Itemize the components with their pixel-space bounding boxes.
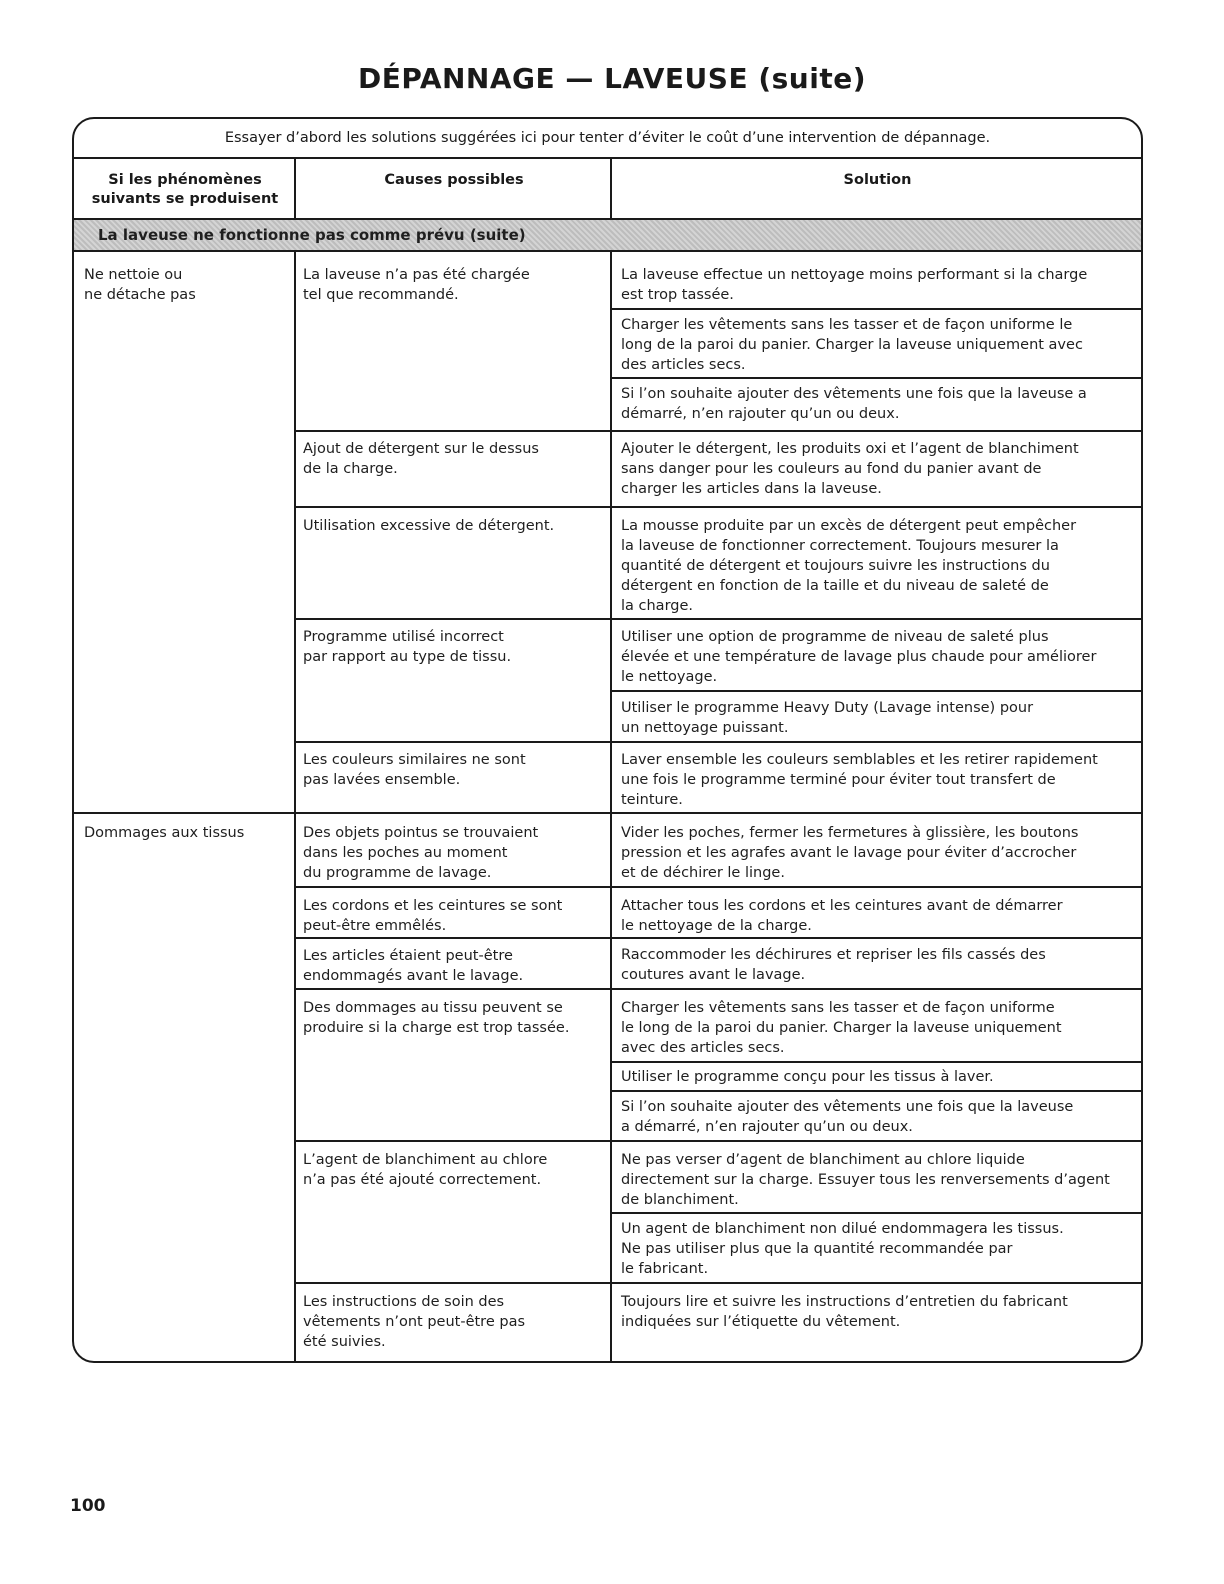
solution-cell: Ne pas verser d’agent de blanchiment au chlore liquide directement sur la charge. Essuyer tous les renversements d’agent de blanchiment. — [621, 1152, 1110, 1208]
sub-row-divider — [612, 1090, 1143, 1092]
page-number: 100 — [70, 1496, 106, 1516]
cause-cell: Utilisation excessive de détergent. — [303, 518, 555, 534]
cause-cell: La laveuse n’a pas été chargée tel que recommandé. — [303, 267, 530, 303]
cause-cell: Les articles étaient peut-être endommagés avant le lavage. — [303, 948, 524, 984]
solution-cell: Attacher tous les cordons et les ceintures avant de démarrer le nettoyage de la charge. — [621, 898, 1063, 934]
solution-cell: Si l’on souhaite ajouter des vêtements une fois que la laveuse a démarré, n’en rajouter qu’un ou deux. — [621, 386, 1087, 422]
row-divider — [296, 1140, 1143, 1142]
header-cause: Causes possibles — [384, 172, 524, 188]
row-divider — [296, 812, 1143, 814]
column-divider — [294, 252, 296, 1363]
cause-cell: Les couleurs similaires ne sont pas lavées ensemble. — [303, 752, 526, 788]
solution-cell: Charger les vêtements sans les tasser et de façon uniforme le long de la paroi du panier. Charger la laveuse uniquement avec des articles secs. — [621, 1000, 1062, 1056]
intro-text: Essayer d’abord les solutions suggérées ici pour tenter d’éviter le coût d’une intervention de dépannage. — [74, 119, 1141, 159]
header-solution: Solution — [843, 172, 912, 188]
cause-cell: Les instructions de soin des vêtements n’ont peut-être pas été suivies. — [303, 1294, 526, 1350]
row-divider — [296, 937, 1143, 939]
section-band — [74, 218, 1141, 252]
solution-cell: Utiliser le programme Heavy Duty (Lavage intense) pour un nettoyage puissant. — [621, 700, 1034, 736]
column-divider — [294, 159, 296, 218]
cause-cell: Ajout de détergent sur le dessus de la charge. — [303, 441, 539, 477]
solution-cell: Un agent de blanchiment non dilué endommagera les tissus. Ne pas utiliser plus que la quantité recommandée par le fabricant. — [621, 1221, 1064, 1277]
page-title: DÉPANNAGE — LAVEUSE (suite) — [358, 62, 866, 95]
cause-cell: Des objets pointus se trouvaient dans les poches au moment du programme de lavage. — [303, 825, 539, 881]
solution-cell: Charger les vêtements sans les tasser et de façon uniforme le long de la paroi du panier. Charger la laveuse uniquement avec des articles secs. — [621, 317, 1083, 373]
row-divider — [296, 741, 1143, 743]
symptom-cell: Ne nettoie ou ne détache pas — [84, 267, 196, 303]
solution-cell: Vider les poches, fermer les fermetures à glissière, les boutons pression et les agrafes avant le lavage pour éviter d’accrocher et de déchirer le linge. — [621, 825, 1079, 881]
row-divider — [296, 430, 1143, 432]
sub-row-divider — [612, 690, 1143, 692]
symptom-cell: Dommages aux tissus — [84, 825, 245, 841]
cause-cell: Les cordons et les ceintures se sont peut-être emmêlés. — [303, 898, 563, 934]
row-divider — [74, 812, 296, 814]
header-symptom: Si les phénomènes suivants se produisent — [91, 172, 279, 207]
cause-cell: Des dommages au tissu peuvent se produire si la charge est trop tassée. — [303, 1000, 570, 1036]
cause-cell: Programme utilisé incorrect par rapport au type de tissu. — [303, 629, 512, 665]
section-title: La laveuse ne fonctionne pas comme prévu (suite) — [98, 226, 526, 244]
row-divider — [296, 506, 1143, 508]
solution-cell: Utiliser une option de programme de niveau de saleté plus élevée et une température de lavage plus chaude pour améliorer le nettoyage. — [621, 629, 1097, 685]
column-divider — [610, 252, 612, 1363]
sub-row-divider — [612, 377, 1143, 379]
solution-cell: Raccommoder les déchirures et repriser les fils cassés des coutures avant le lavage. — [621, 947, 1046, 983]
sub-row-divider — [612, 1061, 1143, 1063]
row-divider — [296, 618, 1143, 620]
solution-cell: Ajouter le détergent, les produits oxi et l’agent de blanchiment sans danger pour les couleurs au fond du panier avant de charger les articles dans la laveuse. — [621, 441, 1079, 497]
sub-row-divider — [612, 308, 1143, 310]
troubleshooting-table — [72, 117, 1143, 1363]
row-divider — [296, 1282, 1143, 1284]
solution-cell: La laveuse effectue un nettoyage moins performant si la charge est trop tassée. — [621, 267, 1088, 303]
solution-cell: La mousse produite par un excès de détergent peut empêcher la laveuse de fonctionner correctement. Toujours mesurer la quantité de détergent et toujours suivre les instructions du détergent en fonction de la taille et du niveau de saleté de la charge. — [621, 518, 1077, 614]
row-divider — [296, 886, 1143, 888]
cause-cell: L’agent de blanchiment au chlore n’a pas été ajouté correctement. — [303, 1152, 548, 1188]
row-divider — [296, 988, 1143, 990]
solution-cell: Si l’on souhaite ajouter des vêtements une fois que la laveuse a démarré, n’en rajouter qu’un ou deux. — [621, 1099, 1074, 1135]
solution-cell: Utiliser le programme conçu pour les tissus à laver. — [621, 1069, 994, 1085]
solution-cell: Laver ensemble les couleurs semblables et les retirer rapidement une fois le programme terminé pour éviter tout transfert de teinture. — [621, 752, 1098, 808]
solution-cell: Toujours lire et suivre les instructions d’entretien du fabricant indiquées sur l’étiquette du vêtement. — [621, 1294, 1068, 1330]
sub-row-divider — [612, 1212, 1143, 1214]
column-divider — [610, 159, 612, 218]
